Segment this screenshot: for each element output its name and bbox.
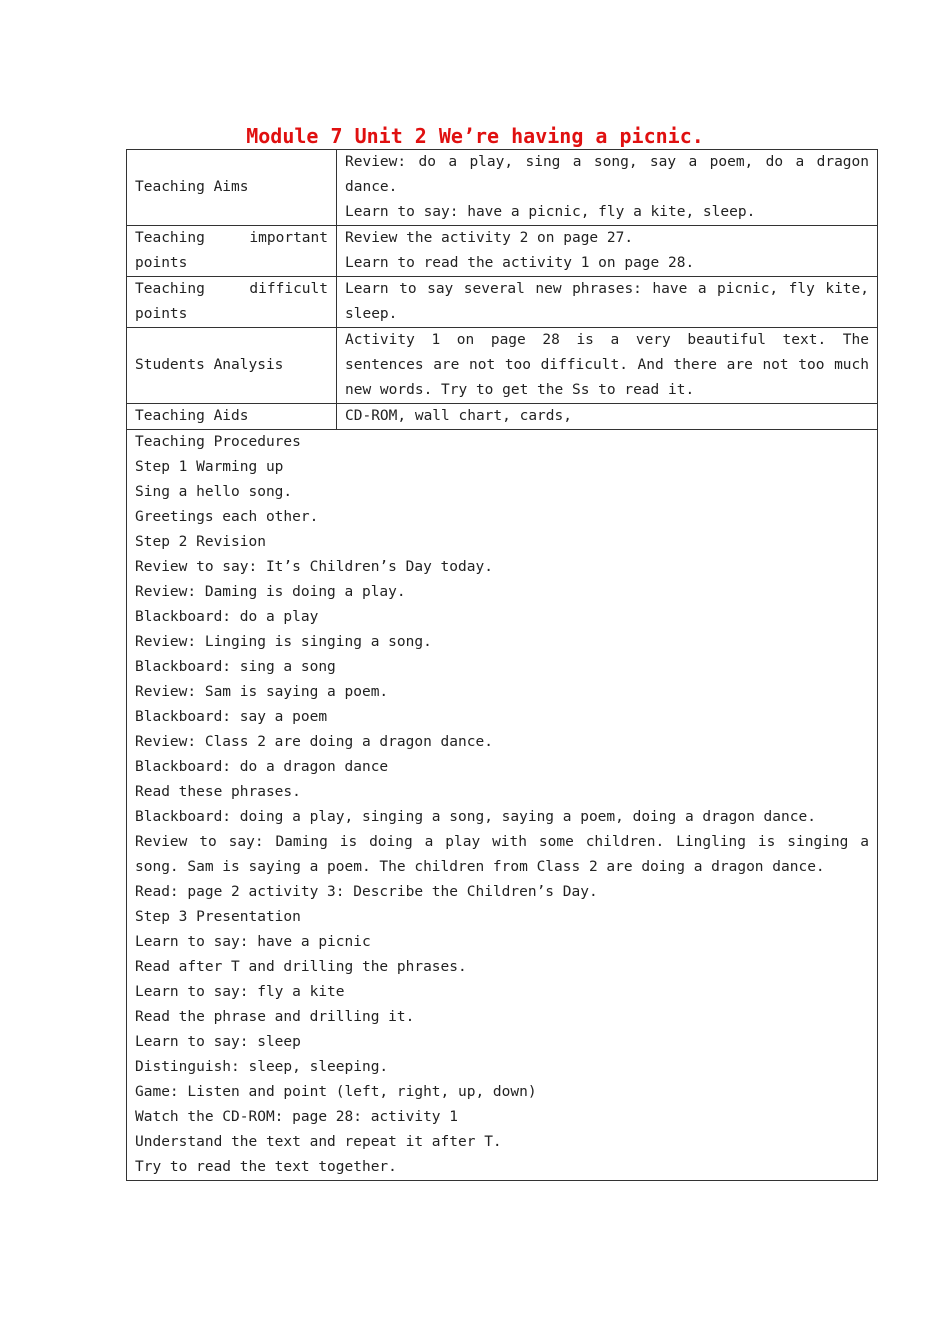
row-label-important-points: Teaching important points <box>127 226 337 277</box>
value-line: Learn to read the activity 1 on page 28. <box>345 255 695 271</box>
procedure-line: Blackboard: sing a song <box>135 659 336 675</box>
row-label-difficult-points: Teaching difficult points <box>127 277 337 328</box>
table-row <box>127 277 878 328</box>
document-title: Module 7 Unit 2 We’re having a picnic. <box>246 124 704 148</box>
procedure-line: Read after T and drilling the phrases. <box>135 959 467 975</box>
procedure-line: Sing a hello song. <box>135 484 293 500</box>
procedure-line: Learn to say: fly a kite <box>135 984 345 1000</box>
procedure-line: Understand the text and repeat it after T. <box>135 1134 502 1150</box>
row-label-students-analysis: Students Analysis <box>127 328 337 404</box>
procedure-line: Step 3 Presentation <box>135 909 301 925</box>
procedure-line: Review: Sam is saying a poem. <box>135 684 389 700</box>
table-row <box>127 150 878 226</box>
row-label-teaching-aids: Teaching Aids <box>127 404 337 430</box>
procedures-list <box>135 430 869 1180</box>
value-line: Learn to say: have a picnic, fly a kite, sleep. <box>345 204 756 220</box>
procedure-line: Distinguish: sleep, sleeping. <box>135 1059 389 1075</box>
procedure-line: Read: page 2 activity 3: Describe the Children’s Day. <box>135 884 598 900</box>
procedure-line: Blackboard: doing a play, singing a song, saying a poem, doing a dragon dance. <box>135 809 816 825</box>
procedure-line: Watch the CD-ROM: page 28: activity 1 <box>135 1109 459 1125</box>
table-row <box>127 404 878 430</box>
row-value-teaching-aims <box>337 150 878 226</box>
procedure-line: Blackboard: say a poem <box>135 709 328 725</box>
procedure-line: Read these phrases. <box>135 784 301 800</box>
procedure-line: Learn to say: sleep <box>135 1034 301 1050</box>
value-line: Review the activity 2 on page 27. <box>345 230 634 246</box>
procedure-line: Review: Linging is singing a song. <box>135 634 432 650</box>
procedure-line: Review to say: It’s Children’s Day today. <box>135 559 493 575</box>
table-row <box>127 430 878 1181</box>
row-value-students-analysis: Activity 1 on page 28 is a very beautiful text. The sentences are not too difficult. And there are not too much new words. Try to get the Ss to read it. <box>337 328 878 404</box>
procedure-line: Step 2 Revision <box>135 534 266 550</box>
procedure-line: Greetings each other. <box>135 509 319 525</box>
lesson-plan-table <box>126 149 878 1181</box>
row-value-difficult-points: Learn to say several new phrases: have a picnic, fly kite, sleep. <box>337 277 878 328</box>
row-value-important-points <box>337 226 878 277</box>
procedure-line: Review to say: Daming is doing a play with some children. Lingling is singing a song. Sam is saying a poem. The children from Class 2 are doing a dragon dance. <box>135 834 869 875</box>
value-line: Review: do a play, sing a song, say a poem, do a dragon dance. <box>345 154 869 195</box>
row-value-teaching-aids: CD-ROM, wall chart, cards, <box>337 404 878 430</box>
row-label-teaching-aims: Teaching Aims <box>127 150 337 226</box>
table-row <box>127 328 878 404</box>
procedure-line: Blackboard: do a play <box>135 609 319 625</box>
teaching-procedures-cell <box>127 430 878 1181</box>
procedure-line: Step 1 Warming up <box>135 459 284 475</box>
procedure-line: Review: Daming is doing a play. <box>135 584 406 600</box>
procedure-line: Blackboard: do a dragon dance <box>135 759 389 775</box>
procedure-line: Try to read the text together. <box>135 1159 397 1175</box>
procedure-line: Learn to say: have a picnic <box>135 934 371 950</box>
procedures-heading: Teaching Procedures <box>135 434 301 450</box>
table-row <box>127 226 878 277</box>
procedure-line: Review: Class 2 are doing a dragon dance. <box>135 734 493 750</box>
procedure-line: Game: Listen and point (left, right, up, down) <box>135 1084 537 1100</box>
procedure-line: Read the phrase and drilling it. <box>135 1009 415 1025</box>
